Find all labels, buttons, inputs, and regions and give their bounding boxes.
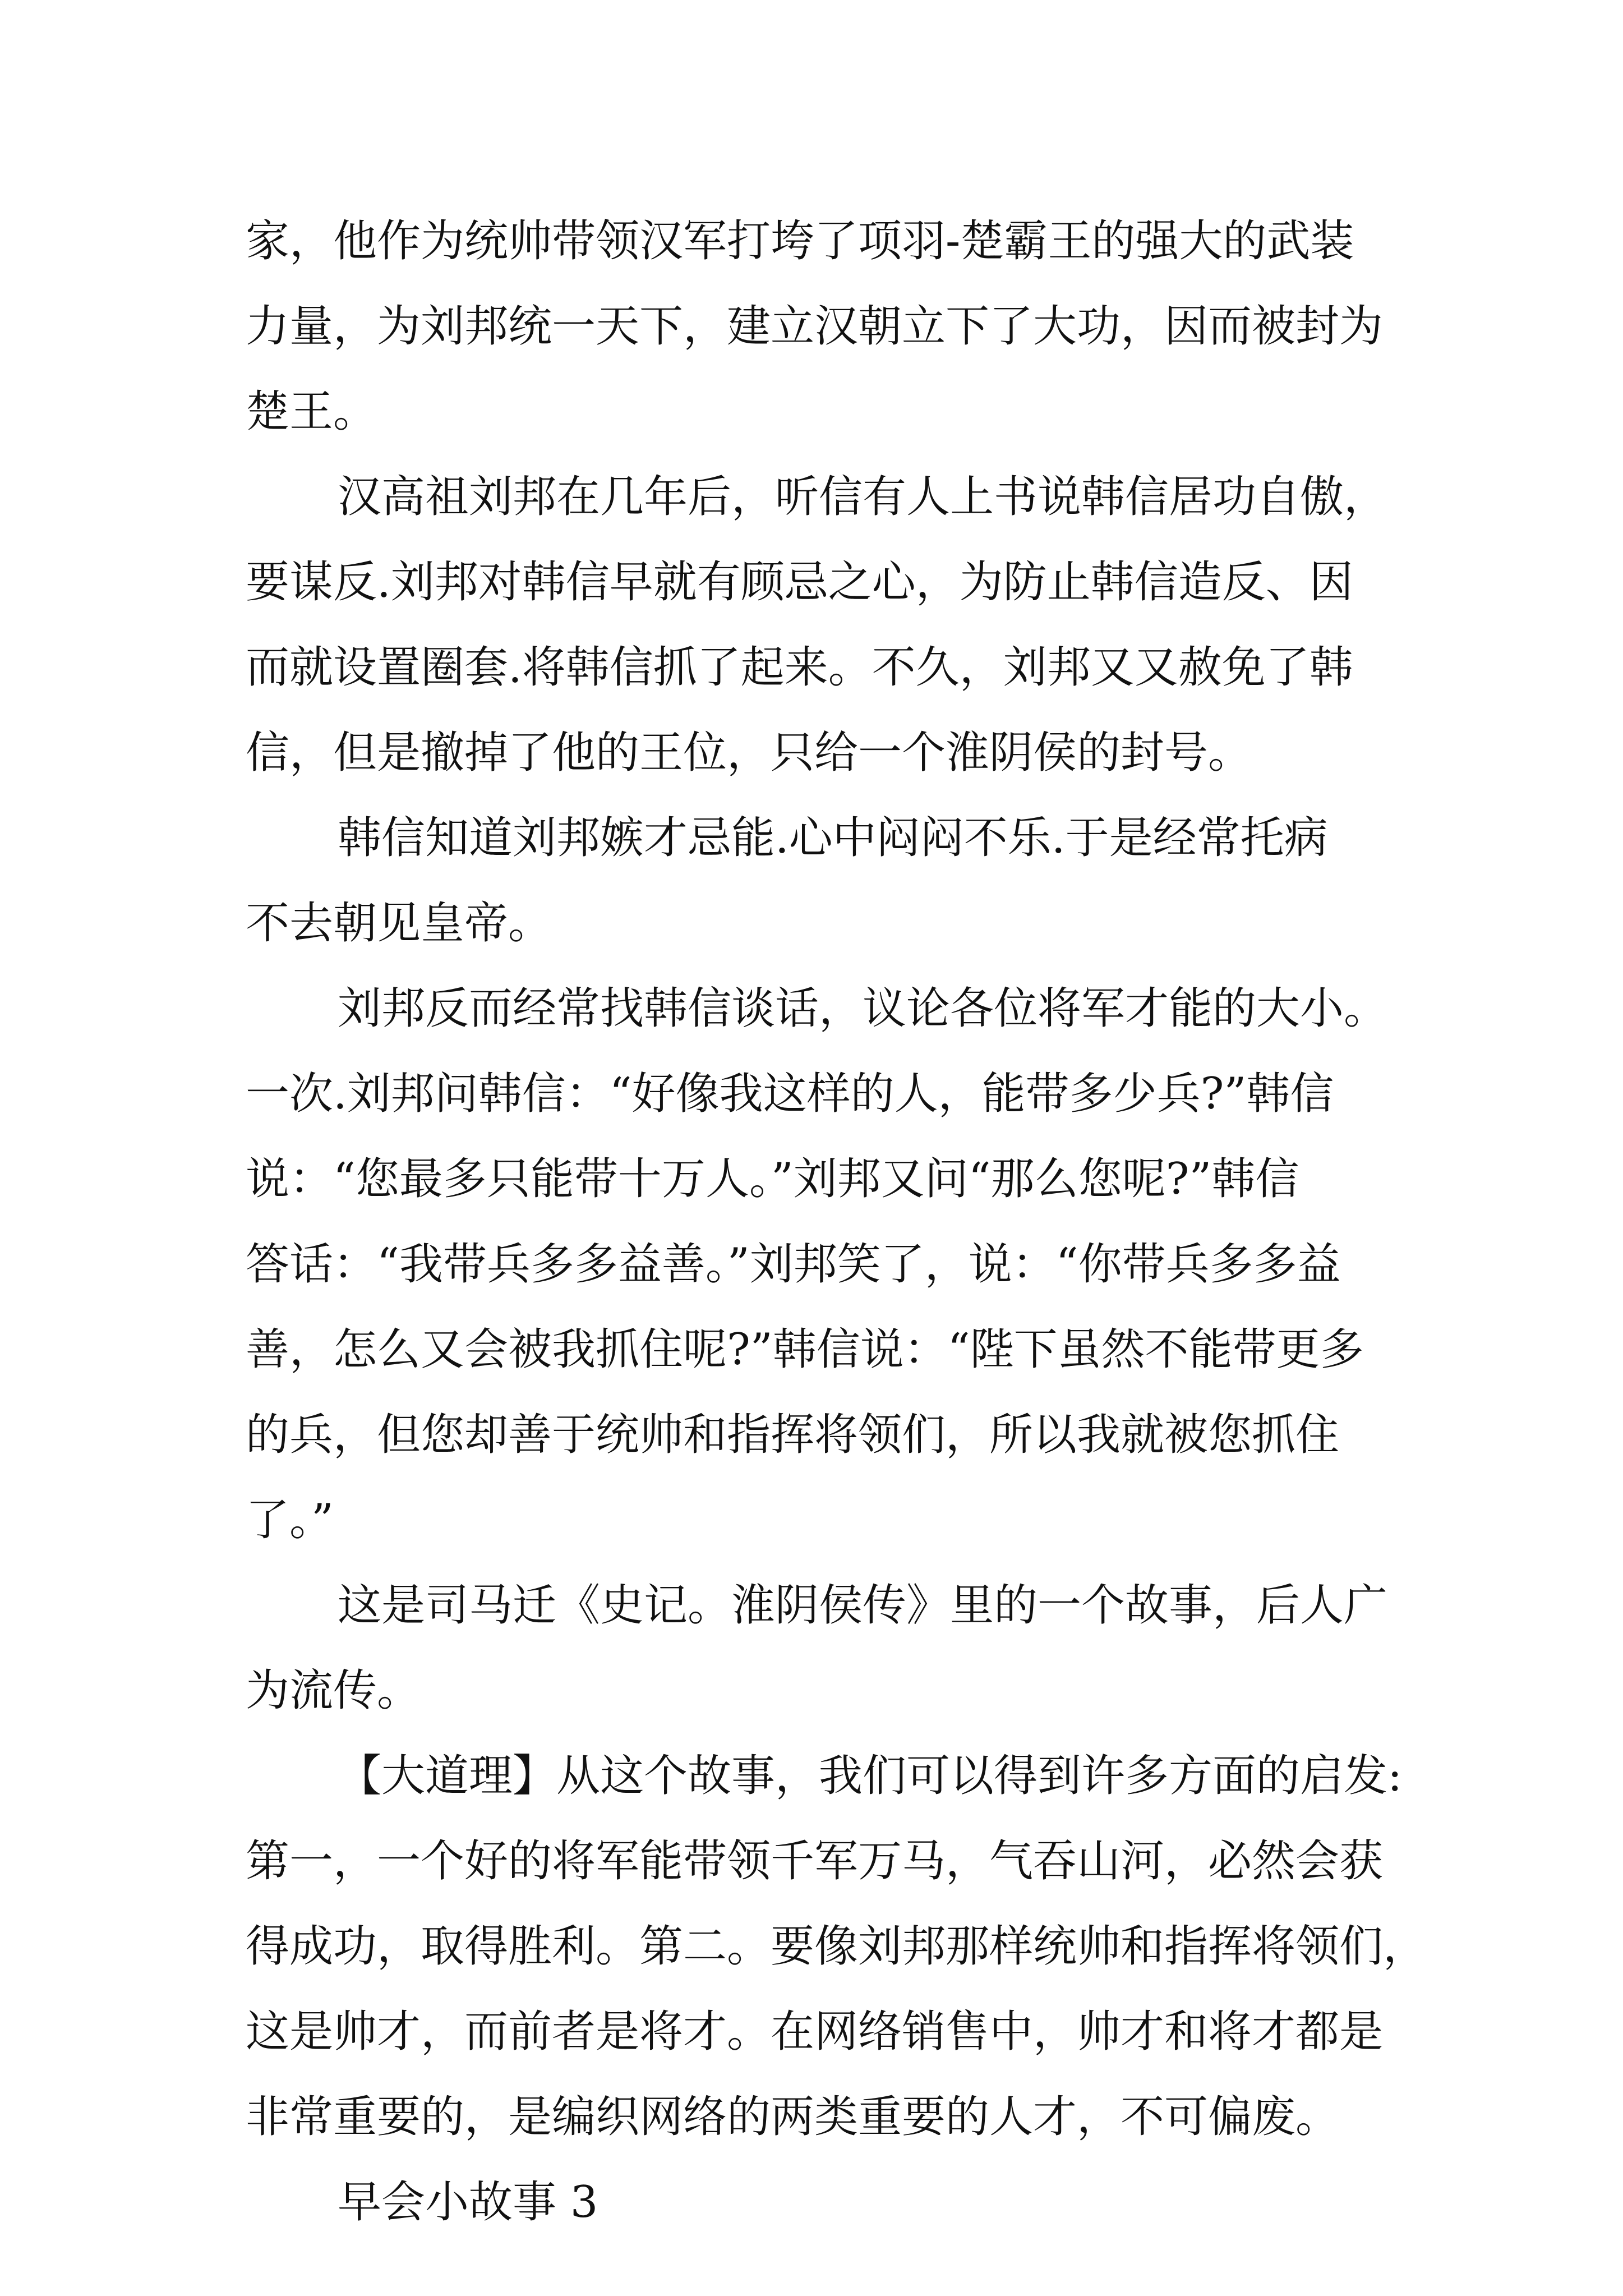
paragraph-first-line: 【大道理】从这个故事，我们可以得到许多方面的启发: xyxy=(338,1751,1403,1801)
text-line: 非常重要的，是编织网络的两类重要的人才，不可偏废。 xyxy=(246,2092,1340,2142)
text-line: 了。” xyxy=(246,1495,334,1545)
paragraph-first-line: 汉高祖刘邦在几年后，听信有人上书说韩信居功自傲， xyxy=(338,472,1388,522)
text-line: 不去朝见皇帝。 xyxy=(246,898,552,949)
paragraph-first-line: 这是司马迁《史记。淮阴侯传》里的一个故事，后人广 xyxy=(338,1580,1388,1631)
paragraph-first-line: 韩信知道刘邦嫉才忌能.心中闷闷不乐.于是经常托病 xyxy=(338,813,1328,863)
text-line: 的兵，但您却善于统帅和指挥将领们，所以我就被您抓住 xyxy=(246,1410,1340,1460)
text-line: 第一，一个好的将军能带领千军万马，气吞山河，必然会获 xyxy=(246,1836,1384,1887)
text-line: 说：“您最多只能带十万人。”刘邦又问“那么您呢?”韩信 xyxy=(246,1154,1299,1204)
text-line: 一次.刘邦问韩信：“好像我这样的人，能带多少兵?”韩信 xyxy=(246,1069,1334,1119)
text-line: 为流传。 xyxy=(246,1665,421,1716)
text-line: 这是帅才，而前者是将才。在网络销售中，帅才和将才都是 xyxy=(246,2007,1384,2057)
text-line: 力量，为刘邦统一天下，建立汉朝立下了大功，因而被封为 xyxy=(246,301,1384,352)
text-line: 要谋反.刘邦对韩信早就有顾忌之心，为防止韩信造反、因 xyxy=(246,557,1353,608)
section-heading: 早会小故事 3 xyxy=(338,2177,598,2228)
text-line: 得成功，取得胜利。第二。要像刘邦那样统帅和指挥将领们， xyxy=(246,1921,1427,1972)
text-line: 信，但是撤掉了他的王位，只给一个淮阴侯的封号。 xyxy=(246,728,1252,778)
text-line: 答话：“我带兵多多益善。”刘邦笑了，说：“你带兵多多益 xyxy=(246,1239,1341,1290)
text-line: 楚王。 xyxy=(246,386,377,437)
text-line: 家，他作为统帅带领汉军打垮了项羽-楚霸王的强大的武装 xyxy=(246,216,1354,266)
text-line: 而就设置圈套.将韩信抓了起来。不久，刘邦又又赦免了韩 xyxy=(246,642,1353,693)
text-line: 善，怎么又会被我抓住呢?”韩信说：“陛下虽然不能带更多 xyxy=(246,1324,1364,1375)
paragraph-first-line: 刘邦反而经常找韩信谈话，议论各位将军才能的大小。 xyxy=(338,983,1388,1034)
